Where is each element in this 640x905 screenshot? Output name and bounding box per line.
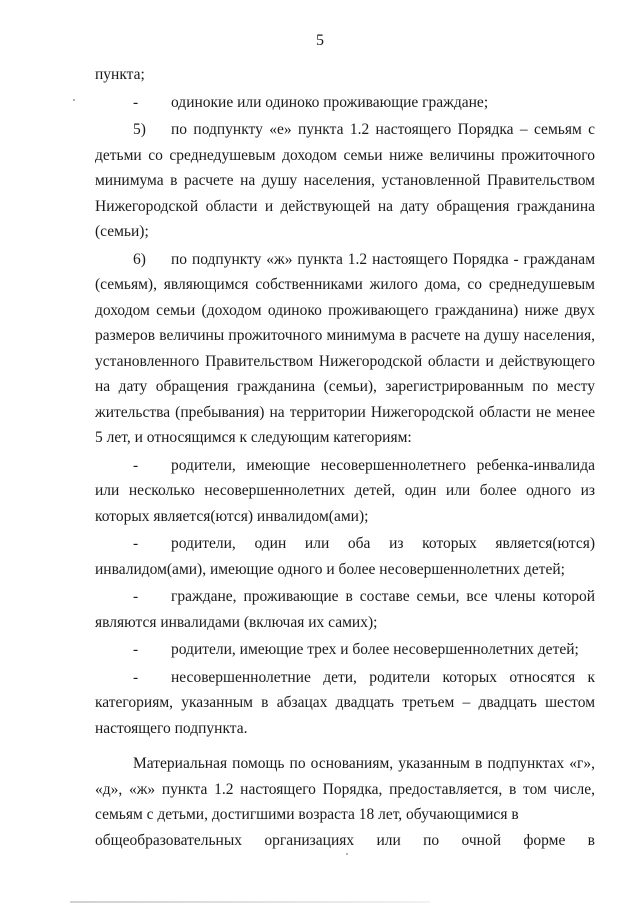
subparagraph-text: по подпункту «е» пункта 1.2 настоящего Порядка – семьям с детьми со среднедушевым доходом семьи ниже величины прожиточного минимума в расчете на душу населения, установленной Правительством Нижегородской области и действующей на дату обращения гражданина (семьи); [95, 121, 595, 240]
list-item-text: родители, имеющие несовершеннолетнего ребенка-инвалида или несколько несовершеннолетних детей, один или более одного из которых является(ются) инвалидом(ами); [95, 456, 595, 525]
list-item-large-family [95, 637, 595, 663]
list-marker: - [133, 641, 139, 658]
subparagraph-5 [95, 117, 595, 245]
list-item-parents-disabled-child [95, 453, 595, 530]
page-number: 5 [316, 32, 324, 49]
list-item-text: одинокие или одиноко проживающие граждане; [171, 93, 489, 111]
list-item-text: родители, имеющие трех и более несовершеннолетних детей; [171, 641, 579, 658]
document-body [95, 62, 595, 853]
list-item-disabled-parents [95, 531, 595, 582]
subparagraph-6 [95, 247, 595, 451]
list-marker: - [133, 535, 139, 552]
list-item-text: родители, один или оба из которых является(ются) инвалидом(ами), имеющие одного и более несовершеннолетних детей; [95, 535, 595, 578]
subparagraph-number: 6) [133, 250, 146, 268]
word: форме [523, 831, 566, 849]
list-item-text: граждане, проживающие в составе семьи, все члены которой являются инвалидами (включая их самих); [95, 588, 595, 631]
list-item-single-citizens [95, 90, 595, 116]
word: в [587, 831, 595, 849]
list-marker: - [133, 456, 139, 474]
word: общеобразовательных [95, 831, 243, 849]
scan-artifact-dot [73, 99, 75, 101]
word: очной [461, 831, 501, 849]
scan-artifact-dot [346, 853, 348, 855]
scan-artifact-line [70, 901, 430, 903]
word: по [423, 831, 440, 849]
list-marker: - [133, 588, 139, 605]
list-marker: - [133, 93, 139, 111]
subparagraph-number: 5) [133, 121, 146, 138]
list-item-minor-children [95, 665, 595, 742]
word: организациях [264, 831, 355, 849]
paragraph-material-aid-last-line [95, 828, 595, 854]
paragraph-material-aid: Материальная помощь по основаниям, указанным в подпунктах «г», «д», «ж» пункта 1.2 настоящего Порядка, предоставляется, в том числе, семьям с детьми, достигшими возраста 18 лет, обучающимися в [95, 755, 595, 823]
list-item-text: несовершеннолетние дети, родители которых относятся к категориям, указанным в абзацах двадцать третьем – двадцать шестом настоящего подпункта. [95, 668, 595, 737]
list-marker: - [133, 668, 139, 686]
subparagraph-text: по подпункту «ж» пункта 1.2 настоящего Порядка - гражданам (семьям), являющимся собственниками жилого дома, со среднедушевым доходом семьи (доходом одиноко проживающего гражданина) ниже двух размеров величины прожиточного минимума в расчете на душу населения, установленного Правительством Нижегородской области и действующего на дату обращения гражданина (семьи), зарегистрированным по месту жительства (пребывания) на территории Нижегородской области не менее 5 лет, и относящимся к следующим категориям: [95, 250, 595, 446]
word: или [376, 831, 401, 849]
paragraph-continuation: пункта; [95, 66, 145, 83]
list-item-all-disabled-family [95, 584, 595, 635]
